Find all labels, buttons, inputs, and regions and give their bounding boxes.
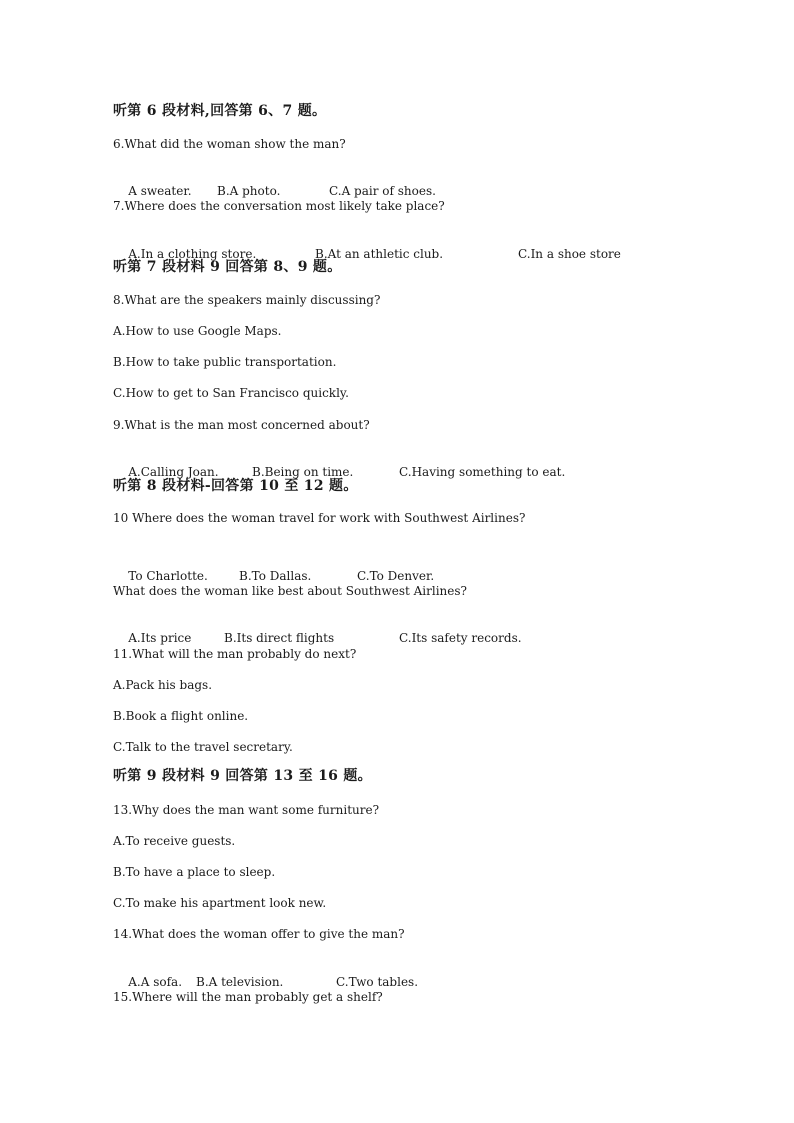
option-a: A.A sofa. [128,975,183,989]
option-a: A sweater. [128,184,192,198]
option-b: B.Book a flight online. [113,709,249,723]
question-7: 7.Where does the conversation most likely take place? [113,199,445,213]
question-13: 13.Why does the man want some furniture? [113,803,380,817]
option-c: C.In a shoe store [518,247,621,261]
option-b: B.A photo. [217,184,281,198]
option-a: A.Pack his bags. [113,678,213,692]
option-c: C.To Denver. [357,569,435,583]
option-b: B.At an athletic club. [315,247,444,261]
option-c: C.Having something to eat. [399,465,566,479]
option-c: C.Two tables. [336,975,419,989]
option-c: C.Talk to the travel secretary. [113,740,293,754]
option-a: A.How to use Google Maps. [113,324,282,338]
option-b: B.A television. [196,975,284,989]
option-a: A.In a clothing store. [128,247,257,261]
option-b: B.To have a place to sleep. [113,865,276,879]
option-a: A.Its price [128,631,192,645]
section-heading-6: 听第 6 段材料,回答第 6、7 题。 [113,103,327,119]
option-b: B.To Dallas. [239,569,312,583]
option-a: A.Calling Joan. [128,465,219,479]
question-14: 14.What does the woman offer to give the man? [113,927,405,941]
question-6: 6.What did the woman show the man? [113,137,346,151]
section-heading-9: 听第 9 段材料 9 回答第 13 至 16 题。 [113,768,372,784]
question-9: 9.What is the man most concerned about? [113,418,370,432]
section-heading-8: 听第 8 段材料-回答第 10 至 12 题。 [113,478,358,494]
section-heading-7: 听第 7 段材料 9 回答第 8、9 题。 [113,259,342,275]
option-a: To Charlotte. [128,569,208,583]
option-c: C.Its safety records. [399,631,522,645]
question-10: 10 Where does the woman travel for work with Southwest Airlines? [113,511,526,525]
option-b: B.How to take public transportation. [113,355,337,369]
option-b: B.Its direct flights [224,631,335,645]
question-8: 8.What are the speakers mainly discussing? [113,293,381,307]
option-a: A.To receive guests. [113,834,236,848]
question-15: 15.Where will the man probably get a shelf? [113,990,383,1004]
question-11: 11.What will the man probably do next? [113,647,357,661]
option-c: C.A pair of shoes. [329,184,436,198]
option-c: C.To make his apartment look new. [113,896,327,910]
option-c: C.How to get to San Francisco quickly. [113,386,349,400]
question-10b: What does the woman like best about Southwest Airlines? [113,584,467,598]
option-b: B.Being on time. [252,465,354,479]
